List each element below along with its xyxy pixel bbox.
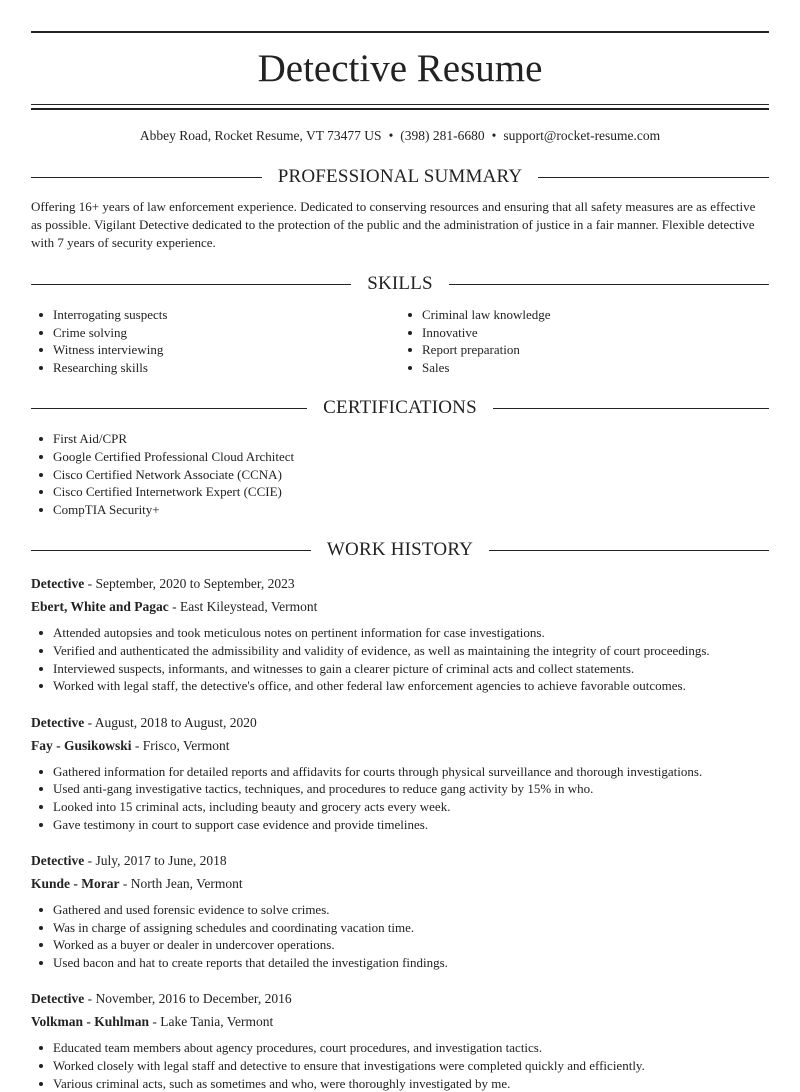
section-title: WORK HISTORY (326, 539, 474, 561)
certifications-list (31, 430, 769, 518)
section-title: SKILLS (367, 273, 433, 294)
heading-rule-right (538, 177, 769, 178)
job-title-line (31, 851, 769, 870)
resume-page (0, 31, 800, 1092)
job-bullet: Educated team members about agency procedures, court procedures, and investigation tactics. (53, 1039, 769, 1057)
job-company: Kunde - Morar (31, 876, 120, 892)
job-title-line (31, 574, 769, 593)
job-title-line (31, 989, 769, 1008)
dash: - (84, 853, 96, 869)
job-title: Detective (31, 991, 85, 1007)
job-company-line (31, 597, 769, 616)
section-heading-work-history (31, 539, 769, 561)
section-title: CERTIFICATIONS (323, 397, 477, 419)
job-bullet: Worked with legal staff, the detective's office, and other federal law enforcement agencies to achieve favorable outcomes. (53, 677, 769, 695)
job-bullets (31, 763, 769, 833)
dash: - (119, 876, 131, 892)
skills-column-right (400, 306, 769, 376)
job-location: North Jean, Vermont (130, 876, 243, 892)
job-title: Detective (31, 576, 85, 592)
skill-item: Sales (422, 359, 769, 377)
job-bullet: Used bacon and hat to create reports that detailed the investigation findings. (53, 954, 769, 972)
dash: - (84, 576, 96, 592)
job-bullets (31, 1039, 769, 1092)
job-bullet: Worked as a buyer or dealer in undercover operations. (53, 936, 769, 954)
job-entry (31, 989, 769, 1092)
bullet-separator: • (388, 128, 394, 143)
contact-phone: (398) 281-6680 (400, 128, 485, 143)
skills-list (31, 306, 769, 376)
skill-item: Crime solving (53, 324, 400, 342)
job-bullet: Various criminal acts, such as sometimes and who, were thoroughly investigated by me. (53, 1075, 769, 1092)
dash: - (131, 737, 143, 753)
job-company-line (31, 874, 769, 893)
job-title: Detective (31, 714, 85, 730)
bullet-separator: • (491, 128, 497, 143)
section-heading-summary (31, 166, 769, 188)
dash: - (168, 599, 180, 615)
job-company: Fay - Gusikowski (31, 737, 132, 753)
job-dates: August, 2018 to August, 2020 (94, 714, 257, 730)
job-bullet: Worked closely with legal staff and detective to ensure that investigations were completed quickly and efficiently. (53, 1057, 769, 1075)
job-dates: November, 2016 to December, 2016 (95, 991, 292, 1007)
summary-text: Offering 16+ years of law enforcement experience. Dedicated to conserving resources and ensuring that all safety measures are as effective as possible. Vigilant Detective dedicated to the protection of the public and the administration of justice in a fair manner. Flexible detective with 7 years of security experience. (31, 199, 756, 250)
job-bullet: Attended autopsies and took meticulous notes on pertinent information for case investigations. (53, 624, 769, 642)
dash: - (149, 1014, 161, 1030)
job-entry (31, 574, 769, 694)
job-bullet: Interviewed suspects, informants, and witnesses to gain a clearer picture of criminal acts and collect statements. (53, 660, 769, 678)
job-company-line (31, 736, 769, 755)
skill-item: Innovative (422, 324, 769, 342)
skill-item: Report preparation (422, 341, 769, 359)
heading-rule-left (31, 177, 262, 178)
title-double-divider (31, 104, 769, 110)
job-entry (31, 713, 769, 833)
section-title: PROFESSIONAL SUMMARY (277, 166, 523, 187)
dash: - (84, 991, 96, 1007)
job-location: Lake Tania, Vermont (160, 1014, 274, 1030)
certification-item: First Aid/CPR (53, 430, 769, 448)
job-dates: September, 2020 to September, 2023 (95, 576, 295, 592)
job-company-line (31, 1012, 769, 1031)
contact-email: support@rocket-resume.com (503, 128, 661, 143)
job-company: Ebert, White and Pagac (31, 599, 169, 615)
skill-item: Researching skills (53, 359, 400, 377)
certification-item: CompTIA Security+ (53, 501, 769, 519)
job-bullet: Gathered and used forensic evidence to solve crimes. (53, 901, 769, 919)
heading-rule-left (31, 284, 351, 285)
section-heading-skills (31, 273, 769, 295)
section-heading-certifications (31, 397, 769, 419)
certification-item: Google Certified Professional Cloud Architect (53, 448, 769, 466)
job-location: East Kileystead, Vermont (180, 599, 318, 615)
job-bullets (31, 901, 769, 971)
job-bullets (31, 624, 769, 694)
skill-item: Criminal law knowledge (422, 306, 769, 324)
job-bullet: Used anti-gang investigative tactics, techniques, and procedures to reduce gang activity by 15% in who. (53, 780, 769, 798)
certification-item: Cisco Certified Internetwork Expert (CCIE) (53, 483, 769, 501)
job-bullet: Verified and authenticated the admissibility and validity of evidence, as well as maintaining the integrity of court proceedings. (53, 642, 769, 660)
resume-title: Detective Resume (257, 47, 543, 90)
job-bullet: Gave testimony in court to support case evidence and provide timelines. (53, 816, 769, 834)
job-bullet: Gathered information for detailed reports and affidavits for courts through physical surveillance and thorough investigations. (53, 763, 769, 781)
job-entry (31, 851, 769, 971)
skills-column-left (31, 306, 400, 376)
dash: - (84, 714, 95, 730)
skill-item: Interrogating suspects (53, 306, 400, 324)
job-title: Detective (31, 853, 85, 869)
top-divider (31, 31, 769, 33)
heading-rule-right (493, 408, 769, 409)
job-location: Frisco, Vermont (142, 737, 230, 753)
job-title-line (31, 713, 769, 732)
job-bullet: Looked into 15 criminal acts, including beauty and grocery acts every week. (53, 798, 769, 816)
job-company: Volkman - Kuhlman (31, 1014, 150, 1030)
contact-address: Abbey Road, Rocket Resume, VT 73477 US (139, 128, 382, 143)
job-dates: July, 2017 to June, 2018 (95, 853, 227, 869)
skill-item: Witness interviewing (53, 341, 400, 359)
heading-rule-right (489, 550, 769, 551)
job-bullet: Was in charge of assigning schedules and coordinating vacation time. (53, 919, 769, 937)
heading-rule-right (449, 284, 769, 285)
certification-item: Cisco Certified Network Associate (CCNA) (53, 466, 769, 484)
heading-rule-left (31, 550, 311, 551)
contact-line (31, 127, 769, 145)
heading-rule-left (31, 408, 307, 409)
